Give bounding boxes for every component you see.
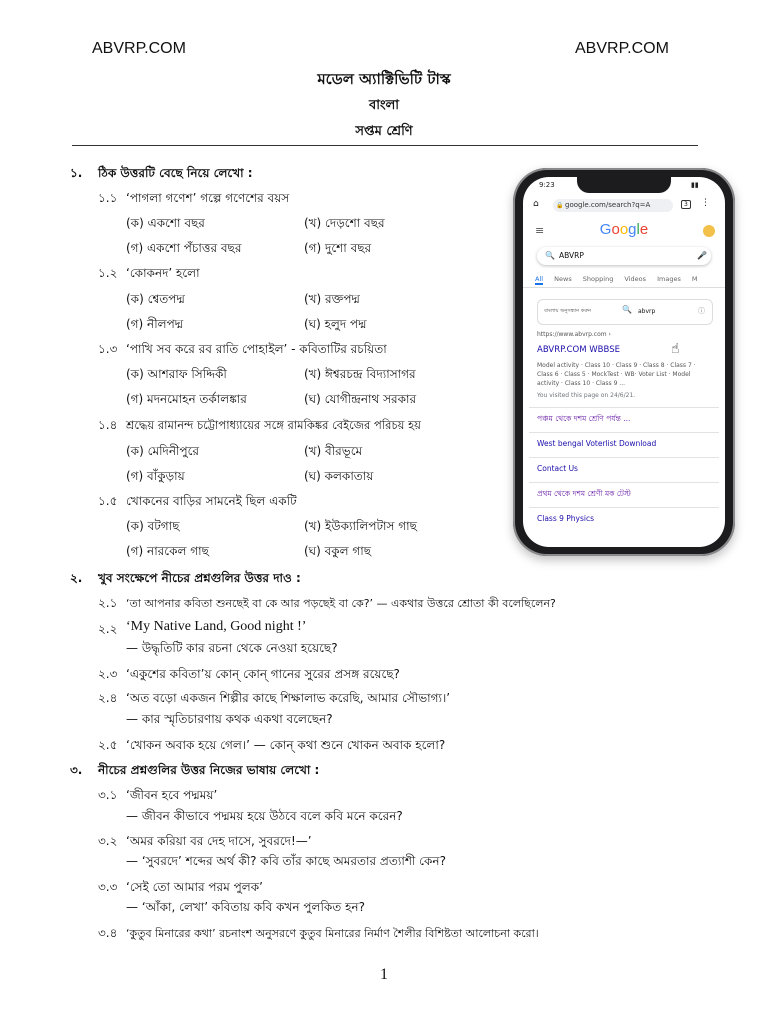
option: (গ) নারকেল গাছ [126,544,209,558]
option: (খ) ঈশ্বরচন্দ্র বিদ্যাসাগর [304,367,416,381]
class-title: সপ্তম শ্রেণি [355,124,413,139]
header-left: ABVRP.COM [92,40,186,57]
q3-heading: নীচের প্রশ্নগুলির উত্তর নিজের ভাষায় লেখো : [98,763,320,777]
result-title[interactable]: ABVRP.COM WBBSE [537,345,620,355]
subject-title: বাংলা [368,98,400,113]
option: (খ) বীরভূমে [304,444,363,458]
tab-more[interactable]: M [691,275,698,283]
tab-images[interactable]: Images [657,275,681,283]
q2-item-line: ‘My Native Land, Good night !’ [126,619,307,634]
inner-query: abvrp [638,308,656,315]
phone-notch [577,177,671,193]
q3-item-line: ‘জীবন হবে পদ্মময়’ [126,788,218,802]
sitelink[interactable]: পঞ্চম থেকে দশম শ্রেণি পর্যন্ত ... [537,414,631,423]
google-letter: g [628,221,637,238]
option: (ক) মেদিনীপুরে [126,444,200,458]
option: (ক) শ্বেতপদ্ম [126,292,185,306]
q2-item-number: ২.৫ [98,738,118,752]
more-menu-icon[interactable]: ⋮ [701,198,710,208]
q2-item-subline: — উদ্ধৃতিটি কার রচনা থেকে নেওয়া হয়েছে? [126,641,338,655]
search-icon: 🔍 [545,251,555,260]
q3-item-number: ৩.৩ [98,880,118,894]
q1-number: ১. [70,166,83,180]
result-snippet: activity · Class 10 · Class 9 ... [537,380,626,387]
tab-count[interactable]: 3 [681,200,691,209]
result-snippet: Class 6 · Class 5 · MockTest · WB· Voter List · Model [537,371,691,378]
sitelink[interactable]: প্রথম থেকে দশম শ্রেণী মক টেস্ট [537,489,631,498]
tab-all[interactable]: All [535,275,544,283]
page-title: মডেল অ্যাক্টিভিটি টাস্ক [317,70,451,88]
google-search-box[interactable] [537,247,711,265]
sitelink[interactable]: Class 9 Physics [537,514,595,523]
header-right: ABVRP.COM [575,40,669,57]
q1-item-number: ১.১ [98,191,118,205]
language-search-box[interactable] [537,299,713,325]
search-icon: 🔍 [622,305,632,314]
hamburger-menu-icon[interactable]: ≡ [535,224,545,237]
google-letter: G [599,221,612,238]
google-letter: o [611,221,620,238]
q3-number: ৩. [70,763,83,777]
option: (ঘ) কলকাতায় [304,469,374,483]
divider [529,407,719,408]
battery-icon: ▮▮ [691,181,699,189]
search-query: ABVRP [559,251,584,260]
option: (খ) ইউক্যালিপটাস গাছ [304,519,417,533]
visited-note: You visited this page on 24/6/21. [537,392,636,399]
option: (ক) আশরাফ সিদ্দিকী [126,367,227,381]
option: (ঘ) যোগীন্দ্রনাথ সরকার [304,392,417,406]
q1-item-number: ১.২ [98,266,118,280]
option: (ক) বটগাছ [126,519,180,533]
q2-item-line: ‘একুশের কবিতা’য় কোন্ কোন্ গানের সুরের প্রসঙ্গ রয়েছে? [126,667,400,681]
q3-item-line: ‘কুতুব মিনারের কথা’ রচনাংশ অনুসরণে কুতুব মিনারের নির্মাণ শৈলীর বিশিষ্টতা আলোচনা করো। [126,927,539,940]
home-icon[interactable]: ⌂ [533,199,539,209]
tab-divider [523,287,725,288]
q1-item-text: ‘পাগলা গণেশ’ গল্পে গণেশের বয়স [126,191,290,205]
option: (গ) একশো পঁচাত্তর বছর [126,241,242,255]
pointer-hand-icon: ☝ [671,341,680,357]
sitelink[interactable]: Contact Us [537,464,578,473]
status-time: 9:23 [539,181,555,189]
url-field[interactable] [553,199,673,212]
google-logo [523,221,725,238]
q3-item-subline: — জীবন কীভাবে পদ্মময় হয়ে উঠবে বলে কবি মনে করেন? [126,809,403,823]
browser-url-bar[interactable] [529,197,719,215]
google-letter: l [636,221,640,238]
q3-item-number: ৩.৪ [98,926,118,940]
q3-item-subline: — ‘সুবরদে’ শব্দের অর্থ কী? কবি তাঁর কাছে অমরতার প্রত্যাশী কেন? [126,854,446,868]
q1-item-number: ১.৫ [98,494,118,508]
option: (ঘ) হলুদ পদ্ম [304,317,367,331]
avatar[interactable] [703,225,715,237]
option: (গ) নীলপদ্ম [126,317,184,331]
q1-item-text: শ্রদ্ধেয় রামানন্দ চট্টোপাধ্যায়ের সঙ্গে রামকিঙ্কর বেইজের পরিচয় হয় [126,418,421,432]
q1-item-text: ‘পাখি সব করে রব রাতি পোহাইল’ - কবিতাটির রচয়িতা [126,342,387,356]
q2-number: ২. [70,571,83,585]
q3-item-number: ৩.১ [98,788,118,802]
q2-item-number: ২.৩ [98,667,118,681]
lock-icon: 🔒 [556,202,564,209]
q1-item-number: ১.৩ [98,342,118,356]
q2-item-number: ২.২ [98,622,118,636]
url-text: google.com/search?q=A [565,201,651,209]
q2-item-number: ২.১ [98,596,118,610]
q1-item-text: ‘কোকনদ’ হলো [126,266,200,280]
option: (গ) দুশো বছর [304,241,372,255]
option: (খ) দেড়শো বছর [304,216,385,230]
q3-item-subline: — ‘আঁকা, লেখা’ কবিতায় কবি কখন পুলকিত হন? [126,900,365,914]
q2-item-number: ২.৪ [98,691,118,705]
page-number: 1 [380,966,388,983]
option: (গ) বাঁকুড়ায় [126,469,185,483]
q1-heading: ঠিক উত্তরটি বেছে নিয়ে লেখো : [98,166,253,180]
tab-shopping[interactable]: Shopping [582,275,614,283]
phone-screen [523,177,725,547]
q3-item-number: ৩.২ [98,834,118,848]
q2-item-line: ‘তা আপনার কবিতা শুনছেই বা কে আর পড়ছেই বা কে?’ — একথার উত্তরে শ্রোতা কী বলেছিলেন? [126,597,556,610]
mic-icon[interactable]: 🎤 [697,251,707,260]
tab-news[interactable]: News [554,275,572,283]
option: (ঘ) বকুল গাছ [304,544,372,558]
divider [529,457,719,458]
divider [529,507,719,508]
q2-item-line: ‘খোকন অবাক হয়ে গেল।’ — কোন্ কথা শুনে খোকন অবাক হলো? [126,738,446,752]
result-url: https://www.abvrp.com › [537,331,611,338]
option: (খ) রক্তপদ্ম [304,292,360,306]
q3-item-line: ‘অমর করিয়া বর দেহ দাসে, সুবরদে!—’ [126,834,312,848]
q1-item-number: ১.৪ [98,418,118,432]
q2-heading: খুব সংক্ষেপে নীচের প্রশ্নগুলির উত্তর দাও : [98,571,301,585]
title-divider [72,145,698,146]
phone-illustration [513,168,735,556]
sitelink[interactable]: West bengal Voterlist Download [537,439,657,448]
tab-videos[interactable]: Videos [624,275,647,283]
q3-item-line: ‘সেই তো আমার পরম পুলক’ [126,880,263,894]
google-letter: o [619,221,629,238]
q2-item-line: ‘অত বড়ো একজন শিল্পীর কাছে শিক্ষালাভ করেছি, আমার সৌভাগ্য।’ [126,691,451,705]
search-tabs [535,275,707,283]
result-snippet: Model activity · Class 10 · Class 9 · Class 8 · Class 7 · [537,362,696,369]
option: (ক) একশো বছর [126,216,205,230]
option: (গ) মদনমোহন তর্কালঙ্কার [126,392,247,406]
q1-item-text: খোকনের বাড়ির সামনেই ছিল একটি [126,494,297,508]
language-search-hint: বাংলায় অনুসন্ধান করুন [544,308,592,314]
divider [529,432,719,433]
divider [529,482,719,483]
q2-item-subline: — কার স্মৃতিচারণায় কথক একথা বলেছেন? [126,712,333,726]
help-icon[interactable]: ⓘ [698,307,705,315]
google-letter: e [639,221,649,238]
